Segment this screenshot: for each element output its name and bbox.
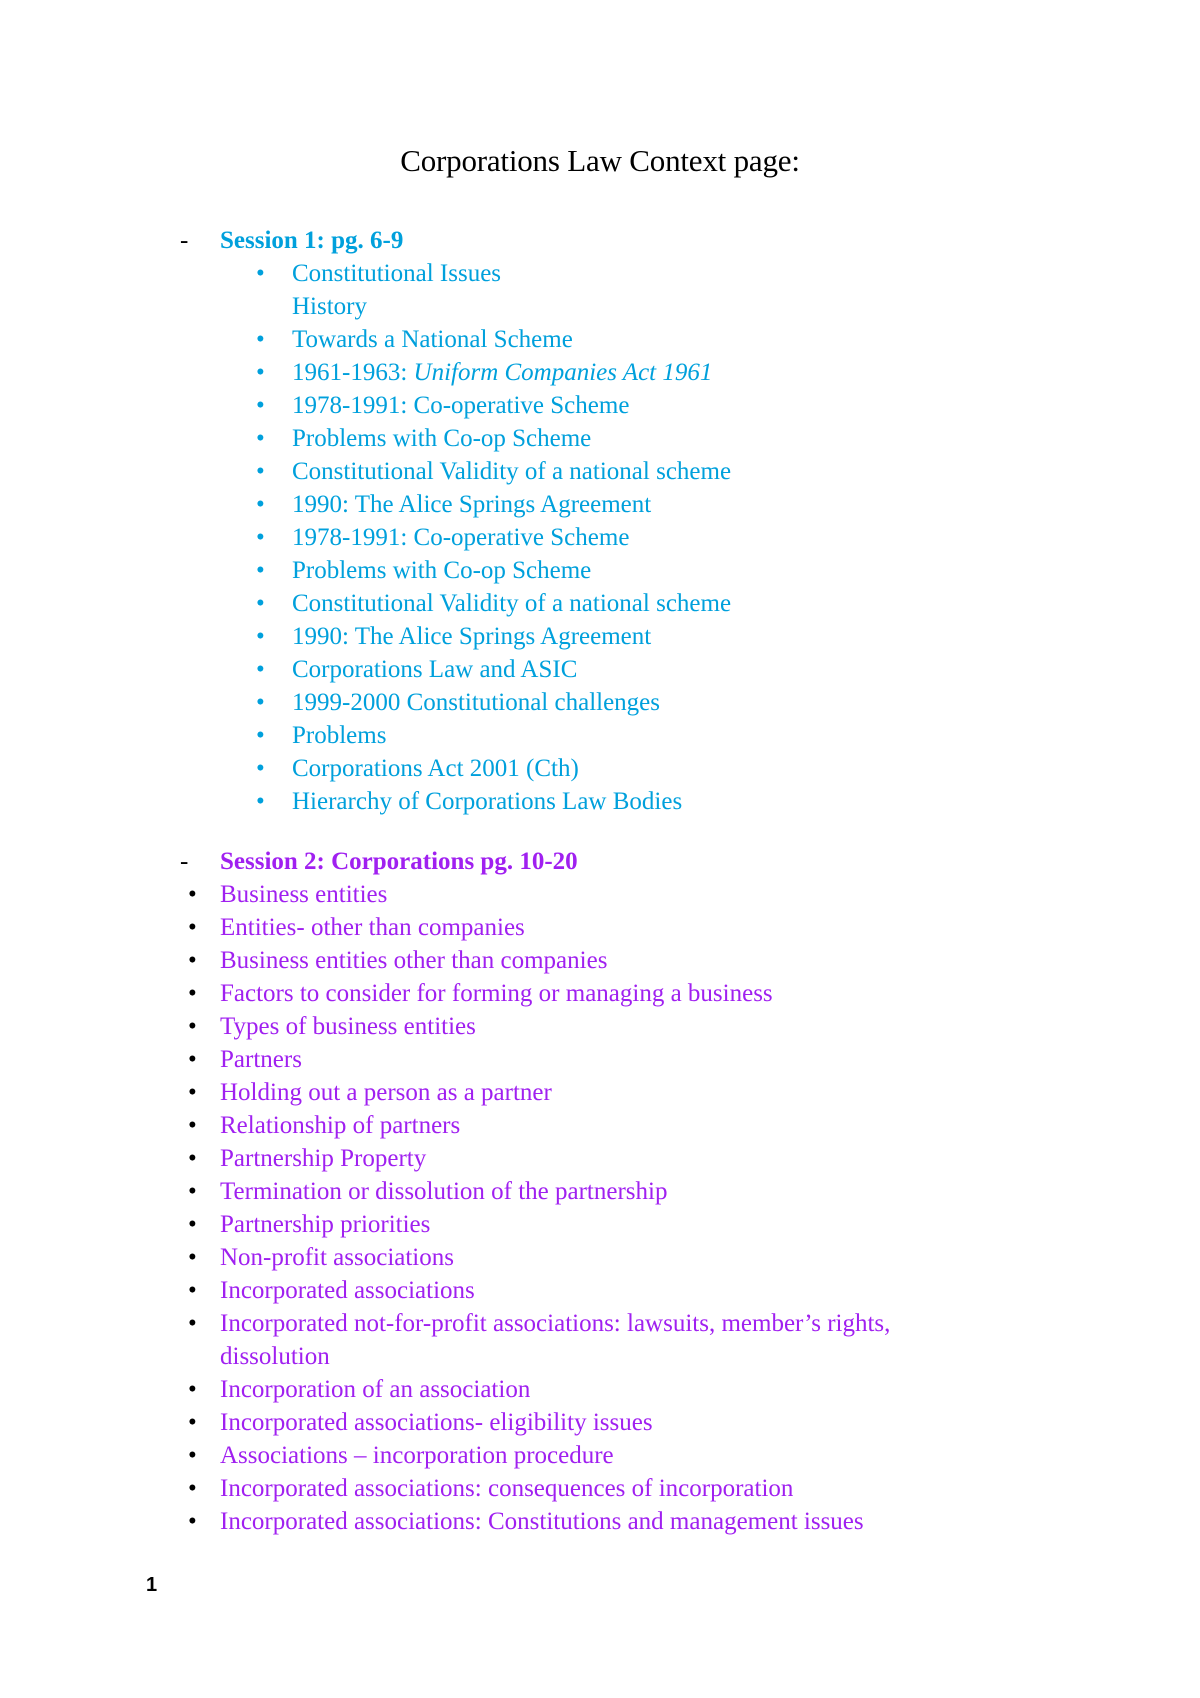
bullet-icon: •	[256, 524, 265, 551]
bullet-icon: •	[188, 947, 197, 974]
list-item: • Holding out a person as a partner	[180, 1076, 1080, 1109]
bullet-icon: •	[256, 623, 265, 650]
list-item: • Problems with Co-op Scheme	[180, 554, 1080, 587]
bullet-icon: •	[256, 557, 265, 584]
page-number: 1	[146, 1574, 158, 1596]
bullet-icon: •	[256, 326, 265, 353]
list-item: • Types of business entities	[180, 1010, 1080, 1043]
bullet-icon: •	[256, 590, 265, 617]
page-title: Corporations Law Context page:	[400, 143, 800, 178]
list-item: • Partnership Property	[180, 1142, 1080, 1175]
bullet-icon: •	[188, 1508, 197, 1535]
session-2-heading-row	[180, 845, 1080, 878]
act-title: Uniform Companies Act 1961	[413, 359, 713, 386]
list-item: • 1990: The Alice Springs Agreement	[180, 620, 1080, 653]
list-item: • Constitutional Validity of a national scheme	[180, 587, 1080, 620]
list-item: • Constitutional Issues	[180, 257, 1080, 290]
list-item: • Incorporated associations: Constitutions and management issues	[180, 1505, 1080, 1538]
bullet-icon: •	[256, 392, 265, 419]
bullet-icon: •	[256, 656, 265, 683]
list-item: • Business entities	[180, 878, 1080, 911]
list-item: • Relationship of partners	[180, 1109, 1080, 1142]
list-item: • 1978-1991: Co-operative Scheme	[180, 389, 1080, 422]
bullet-icon: •	[256, 359, 265, 386]
bullet-icon: •	[256, 458, 265, 485]
list-item: • Termination or dissolution of the partnership	[180, 1175, 1080, 1208]
list-item: • Partners	[180, 1043, 1080, 1076]
bullet-icon: •	[188, 1112, 197, 1139]
bullet-icon: •	[256, 491, 265, 518]
list-item: • Business entities other than companies	[180, 944, 1080, 977]
list-item: • Associations – incorporation procedure	[180, 1439, 1080, 1472]
bullet-icon: •	[188, 1079, 197, 1106]
list-item: • Towards a National Scheme	[180, 323, 1080, 356]
bullet-icon: •	[188, 980, 197, 1007]
list-item: • 1961-1963: Uniform Companies Act 1961	[180, 356, 1080, 389]
dash-icon: -	[180, 848, 189, 875]
list-item: • Corporations Law and ASIC	[180, 653, 1080, 686]
list-item: • Problems with Co-op Scheme	[180, 422, 1080, 455]
bullet-icon: •	[188, 1244, 197, 1271]
session-1-heading-row	[180, 224, 1080, 257]
list-item: • Entities- other than companies	[180, 911, 1080, 944]
bullet-icon: •	[188, 1178, 197, 1205]
list-item: • Incorporated associations: consequences of incorporation	[180, 1472, 1080, 1505]
bullet-icon: •	[256, 722, 265, 749]
session-2-heading: Session 2: Corporations pg. 10-20	[220, 848, 578, 875]
bullet-icon: •	[188, 1376, 197, 1403]
bullet-icon: •	[188, 1046, 197, 1073]
bullet-icon: •	[188, 1409, 197, 1436]
list-item: • Hierarchy of Corporations Law Bodies	[180, 785, 1080, 818]
list-item-continuation: History	[292, 293, 367, 320]
list-item: • Non-profit associations	[180, 1241, 1080, 1274]
bullet-icon: •	[256, 755, 265, 782]
list-item: • Incorporated associations- eligibility issues	[180, 1406, 1080, 1439]
bullet-icon: •	[188, 1277, 197, 1304]
list-item: • Factors to consider for forming or managing a business	[180, 977, 1080, 1010]
bullet-icon: •	[188, 1013, 197, 1040]
bullet-icon: •	[188, 914, 197, 941]
session-1-heading: Session 1: pg. 6-9	[220, 227, 404, 254]
bullet-icon: •	[256, 788, 265, 815]
bullet-icon: •	[188, 1310, 197, 1337]
bullet-icon: •	[256, 425, 265, 452]
list-item: • Incorporated associations	[180, 1274, 1080, 1307]
bullet-icon: •	[188, 1145, 197, 1172]
bullet-icon: •	[188, 1442, 197, 1469]
list-item: • Problems	[180, 719, 1080, 752]
session-1-section	[180, 224, 1080, 818]
session-2-section	[180, 845, 1080, 1538]
dash-icon: -	[180, 227, 189, 254]
bullet-icon: •	[188, 1475, 197, 1502]
list-item: • Partnership priorities	[180, 1208, 1080, 1241]
list-item: • Corporations Act 2001 (Cth)	[180, 752, 1080, 785]
list-item: • Incorporated not-for-profit associations: lawsuits, member’s rights, dissolution	[180, 1307, 1000, 1373]
bullet-icon: •	[188, 881, 197, 908]
bullet-icon: •	[188, 1211, 197, 1238]
bullet-icon: •	[256, 260, 265, 287]
bullet-icon: •	[256, 689, 265, 716]
list-item: • Constitutional Validity of a national scheme	[180, 455, 1080, 488]
list-item: • 1999-2000 Constitutional challenges	[180, 686, 1080, 719]
list-item: • Incorporation of an association	[180, 1373, 1080, 1406]
list-item: • 1978-1991: Co-operative Scheme	[180, 521, 1080, 554]
list-item: • 1990: The Alice Springs Agreement	[180, 488, 1080, 521]
